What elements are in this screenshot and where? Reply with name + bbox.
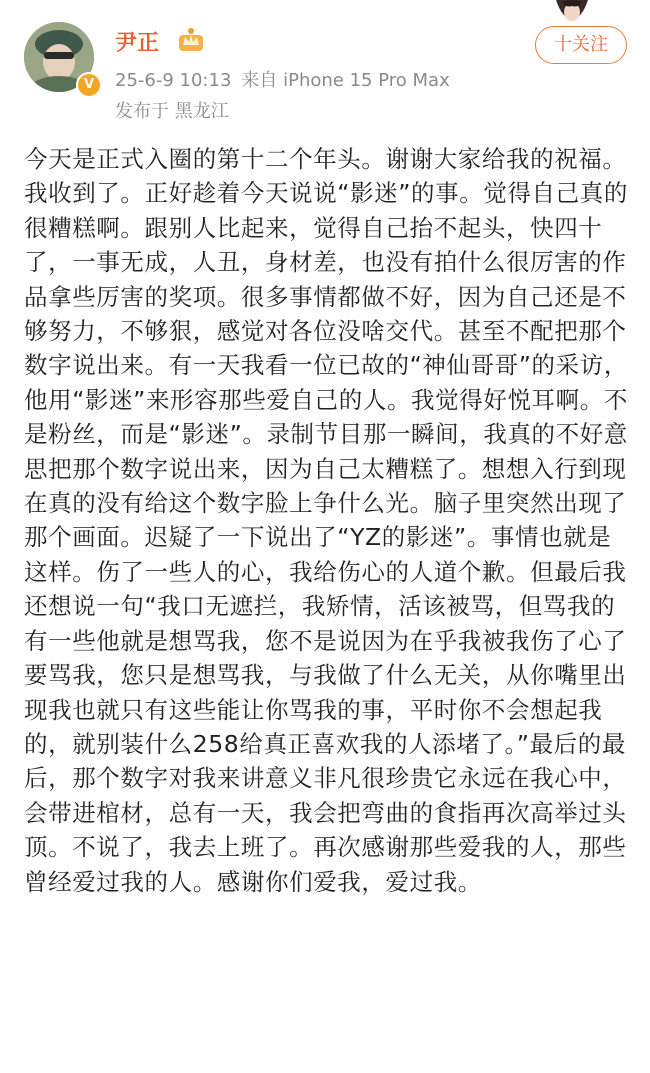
username[interactable]: 尹正 bbox=[115, 31, 160, 56]
post-timestamp: 25-6-9 10:13 bbox=[115, 70, 232, 91]
follow-button[interactable]: 十关注 bbox=[535, 26, 627, 64]
crown-icon bbox=[177, 27, 205, 53]
verified-v-icon: V bbox=[76, 72, 102, 98]
post-header bbox=[0, 0, 650, 125]
post-source: 来自 iPhone 15 Pro Max bbox=[241, 70, 450, 91]
pendant-decoration-icon bbox=[548, 0, 596, 26]
post-location: 发布于 黑龙江 bbox=[115, 101, 229, 122]
post-meta bbox=[115, 66, 450, 92]
post-body: 今天是正式入圈的第十二个年头。谢谢大家给我的祝福。我收到了。正好趁着今天说说“影迷”的事。觉得自己真的很糟糕啊。跟别人比起来，觉得自己抬不起头，快四十了，一事无成，人丑，身材差，也没有拍什么很厉害的作品拿些厉害的奖项。很多事情都做不好，因为自己还是不够努力，不够狠，感觉对各位没啥交代。甚至不配把那个数字说出来。有一天我看一位已故的“神仙哥哥”的采访，他用“影迷”来形容那些爱自己的人。我觉得好悦耳啊。不是粉丝，而是“影迷”。录制节目那一瞬间，我真的不好意思把那个数字说出来，因为自己太糟糕了。想想入行到现在真的没有给这个数字脸上争什么光。脑子里突然出现了那个画面。迟疑了一下说出了“YZ的影迷”。事情也就是这样。伤了一些人的心，我给伤心的人道个歉。但最后我还想说一句“我口无遮拦，我矫情，活该被骂，但骂我的有一些他就是想骂我，您不是说因为在乎我被我伤了心了要骂我，您只是想骂我，与我做了什么无关，从你嘴里出现我也就只有这些能让你骂我的事，平时你不会想起我的，就别装什么258给真正喜欢我的人添堵了。”最后的最后，那个数字对我来讲意义非凡很珍贵它永远在我心中，会带进棺材，总有一天，我会把弯曲的食指再次高举过头顶。不说了，我去上班了。再次感谢那些爱我的人，那些曾经爱过我的人。感谢你们爱我，爱过我。 bbox=[24, 145, 628, 896]
